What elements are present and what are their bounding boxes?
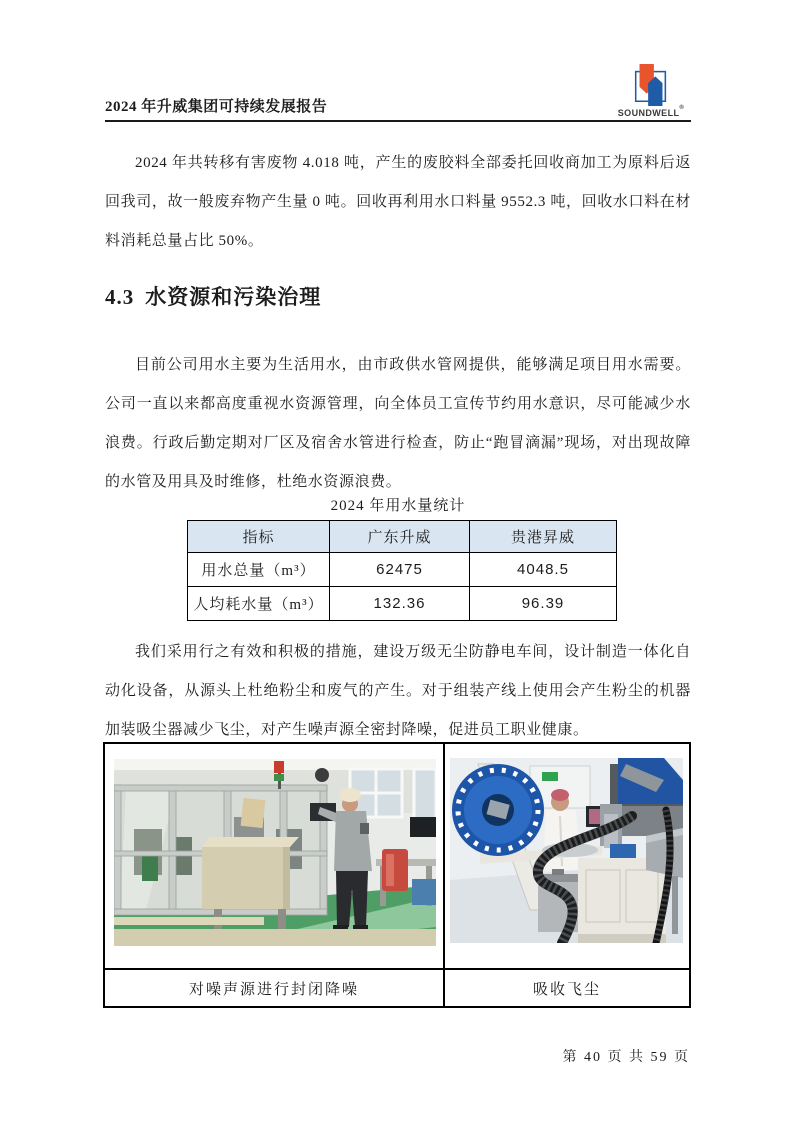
caption-row — [105, 968, 689, 1006]
table-row — [188, 587, 617, 621]
section-title: 水资源和污染治理 — [145, 286, 322, 309]
value-total-water-guigang: 4048.5 — [470, 553, 617, 587]
page-number: 第 40 页 共 59 页 — [562, 1050, 690, 1065]
photo-row — [105, 744, 689, 968]
photo-cell-dust-absorber — [445, 744, 689, 968]
table-row — [188, 553, 617, 587]
caption-noise-enclosure: 对噪声源进行封闭降噪 — [105, 970, 445, 1006]
paragraph-waste-recycling: 2024 年共转移有害废物 4.018 吨，产生的废胶料全部委托回收商加工为原料后返回我司，故一般废弃物产生量 0 吨。回收再利用水口料量 9552.3 吨，回收水口料在材料消耗总量占比 50%。 — [105, 155, 691, 249]
row-label-total-water: 用水总量（m³） — [188, 553, 330, 587]
row-label-per-capita: 人均耗水量（m³） — [188, 587, 330, 621]
noise-enclosure-photo — [114, 759, 436, 946]
section-heading — [105, 281, 321, 311]
col-header-indicator: 指标 — [188, 521, 330, 553]
water-usage-table — [187, 520, 617, 621]
photo-cell-noise-enclosure — [105, 744, 445, 968]
value-total-water-guangdong: 62475 — [330, 553, 470, 587]
col-header-guangdong: 广东升威 — [330, 521, 470, 553]
dust-absorber-photo — [450, 758, 683, 943]
photo-panel — [103, 742, 691, 1008]
caption-dust-absorber: 吸收飞尘 — [532, 981, 601, 998]
paragraph-water-management: 目前公司用水主要为生活用水，由市政供水管网提供，能够满足项目用水需要。公司一直以来都高度重视水资源管理，向全体员工宣传节约用水意识，尽可能减少水浪费。行政后勤定期对厂区及宿舍水管进行检查，防止“跑冒滴漏”现场，对出现故障的水管及用具及时维修，杜绝水资源浪费。 — [105, 357, 691, 490]
report-title: 2024 年升威集团可持续发展报告 — [105, 99, 328, 115]
water-table-title: 2024 年用水量统计 — [330, 498, 466, 514]
value-per-capita-guangdong: 132.36 — [330, 587, 470, 621]
value-per-capita-guigang: 96.39 — [470, 587, 617, 621]
soundwell-logo — [611, 63, 691, 118]
section-number: 4.3 — [105, 285, 135, 309]
paragraph-dust-noise-measures: 我们采用行之有效和积极的措施，建设万级无尘防静电车间，设计制造一体化自动化设备，从源头上杜绝粉尘和废气的产生。对于组装产线上使用会产生粉尘的机器加装吸尘器减少飞尘，对产生噪声源全密封降噪，促进员工职业健康。 — [105, 644, 691, 738]
table-header-row — [188, 521, 617, 553]
page-header — [105, 0, 691, 122]
soundwell-wordmark: SOUNDWELL® — [617, 105, 685, 118]
col-header-guigang: 贵港昇威 — [470, 521, 617, 553]
registered-trademark-symbol: ® — [679, 105, 685, 111]
soundwell-logo-icon — [628, 63, 674, 107]
